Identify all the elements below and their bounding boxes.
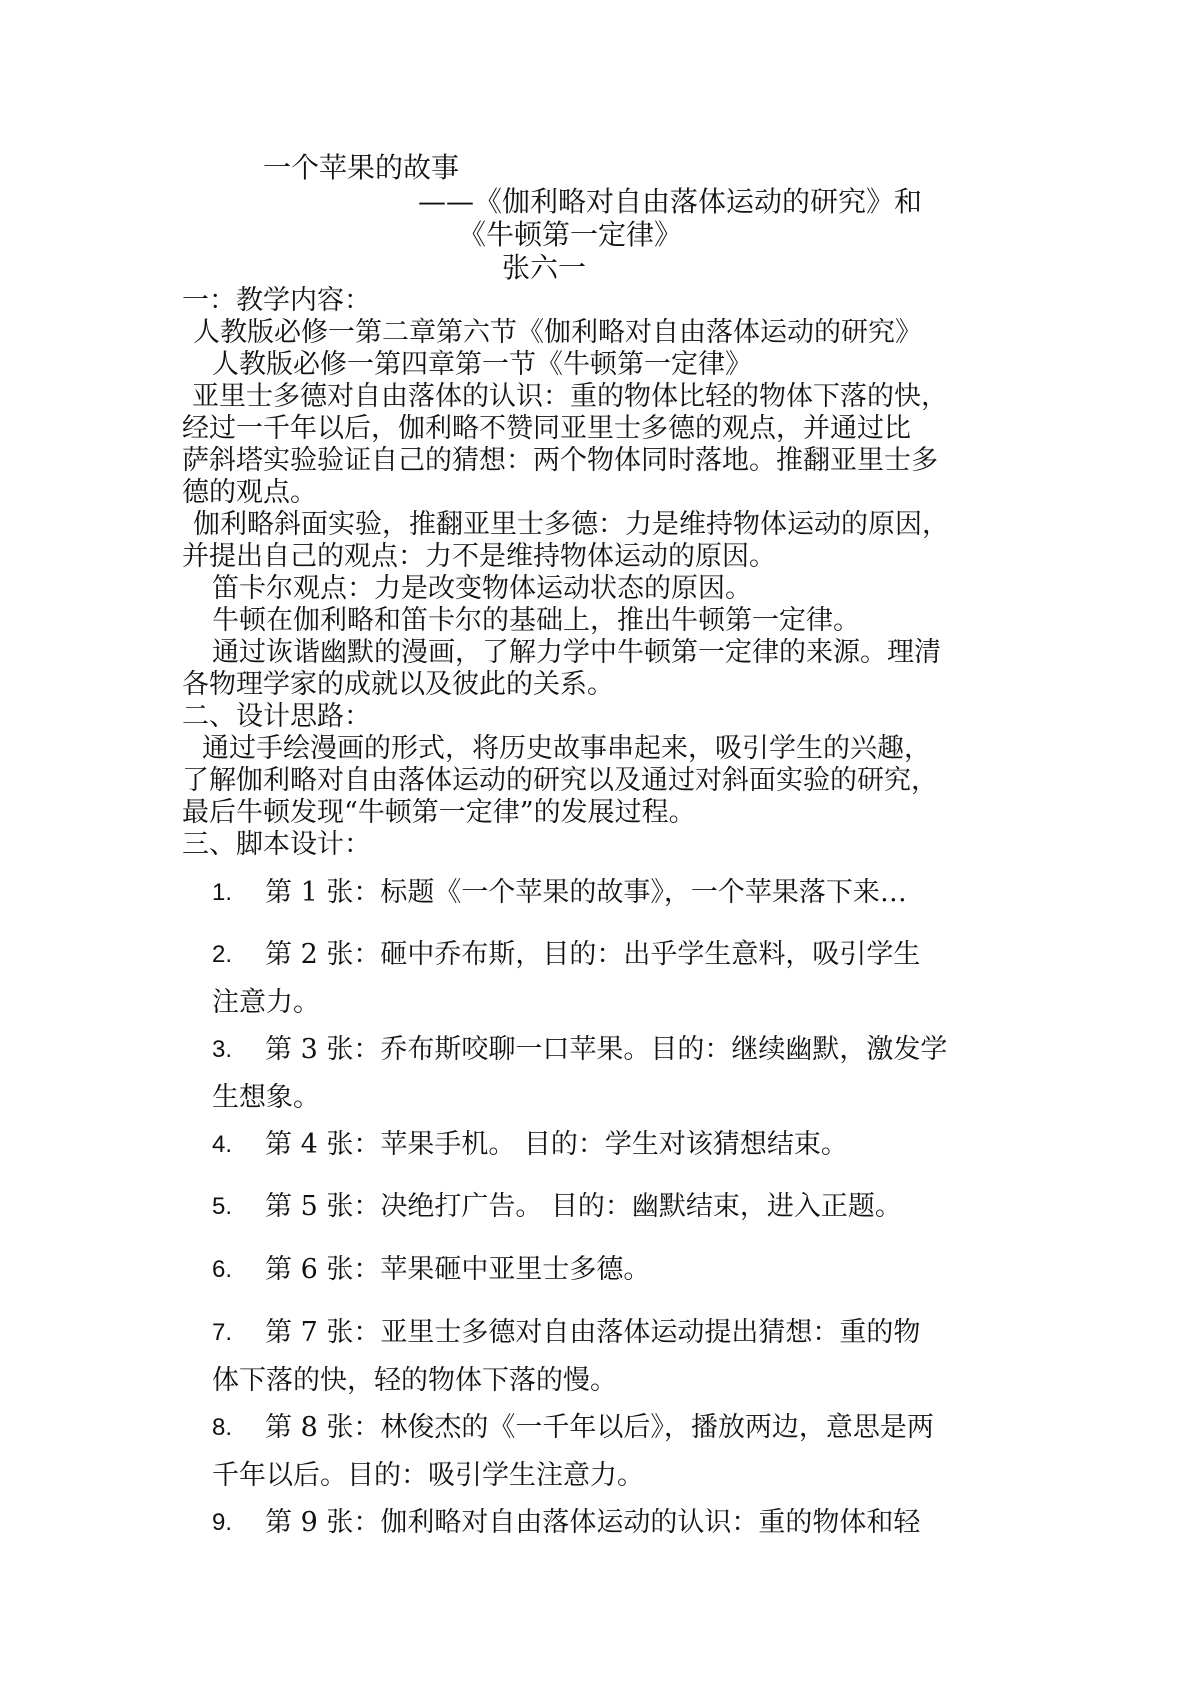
section-2-line: 通过手绘漫画的形式，将历史故事串起来，吸引学生的兴趣， (202, 733, 931, 764)
doc-title: 一个苹果的故事 (263, 151, 460, 184)
section-1-line: 各物理学家的成就以及彼此的关系。 (182, 669, 614, 700)
section-2-line: 最后牛顿发现“牛顿第一定律”的发展过程。 (182, 797, 696, 828)
section-1-line: 经过一千年以后，伽利略不赞同亚里士多德的观点，并通过比 (182, 413, 911, 444)
section-1-heading: 一：教学内容： (182, 285, 371, 316)
list-item-text-continued: 生想象。 (212, 1082, 320, 1113)
section-3-heading: 三、脚本设计： (182, 829, 371, 860)
list-item-number: 1. (212, 879, 233, 906)
list-item-text-continued: 注意力。 (212, 987, 320, 1018)
list-item-number: 5. (212, 1193, 233, 1220)
list-item-text: 第 5 张：决绝打广告。 目的：幽默结束，进入正题。 (265, 1191, 902, 1222)
doc-subtitle-line-2: 《牛顿第一定律》 (458, 218, 683, 251)
doc-subtitle-line-1: ——《伽利略对自由落体运动的研究》和 (418, 185, 923, 218)
doc-author: 张六一 (502, 251, 587, 284)
list-item-number: 2. (212, 941, 233, 968)
list-item-text: 第 8 张：林俊杰的《一千年以后》，播放两边，意思是两 (265, 1412, 934, 1443)
list-item-text-continued: 千年以后。目的：吸引学生注意力。 (212, 1460, 644, 1491)
section-1-line: 笛卡尔观点：力是改变物体运动状态的原因。 (212, 573, 752, 604)
list-item-text: 第 3 张：乔布斯咬聊一口苹果。目的：继续幽默，激发学 (265, 1034, 948, 1065)
section-1-line: 伽利略斜面实验，推翻亚里士多德：力是维持物体运动的原因， (193, 509, 949, 540)
list-item-number: 4. (212, 1131, 233, 1158)
list-item-number: 6. (212, 1256, 233, 1283)
section-1-line: 人教版必修一第四章第一节《牛顿第一定律》 (212, 349, 752, 380)
list-item-text: 第 2 张：砸中乔布斯，目的：出乎学生意料，吸引学生 (265, 939, 921, 970)
list-item-number: 3. (212, 1036, 233, 1063)
section-1-line: 德的观点。 (182, 477, 317, 508)
list-item-text: 第 1 张：标题《一个苹果的故事》，一个苹果落下来… (265, 877, 907, 908)
list-item-text: 第 4 张：苹果手机。 目的：学生对该猜想结束。 (265, 1129, 848, 1160)
section-1-line: 亚里士多德对自由落体的认识：重的物体比轻的物体下落的快， (192, 381, 948, 412)
list-item-text: 第 7 张：亚里士多德对自由落体运动提出猜想：重的物 (265, 1317, 921, 1348)
list-item-number: 7. (212, 1319, 233, 1346)
section-2-line: 了解伽利略对自由落体运动的研究以及通过对斜面实验的研究， (182, 765, 938, 796)
section-1-line: 通过诙谐幽默的漫画，了解力学中牛顿第一定律的来源。理清 (212, 637, 941, 668)
list-item-text: 第 9 张：伽利略对自由落体运动的认识：重的物体和轻 (265, 1507, 921, 1538)
list-item-number: 8. (212, 1414, 233, 1441)
section-1-line: 人教版必修一第二章第六节《伽利略对自由落体运动的研究》 (193, 317, 922, 348)
section-2-heading: 二、设计思路： (182, 701, 371, 732)
section-1-line: 并提出自己的观点：力不是维持物体运动的原因。 (182, 541, 776, 572)
section-1-line: 牛顿在伽利略和笛卡尔的基础上，推出牛顿第一定律。 (212, 605, 860, 636)
section-1-line: 萨斜塔实验验证自己的猜想：两个物体同时落地。推翻亚里士多 (182, 445, 938, 476)
list-item-text: 第 6 张：苹果砸中亚里士多德。 (265, 1254, 651, 1285)
list-item-text-continued: 体下落的快，轻的物体下落的慢。 (212, 1365, 617, 1396)
list-item-number: 9. (212, 1509, 233, 1536)
